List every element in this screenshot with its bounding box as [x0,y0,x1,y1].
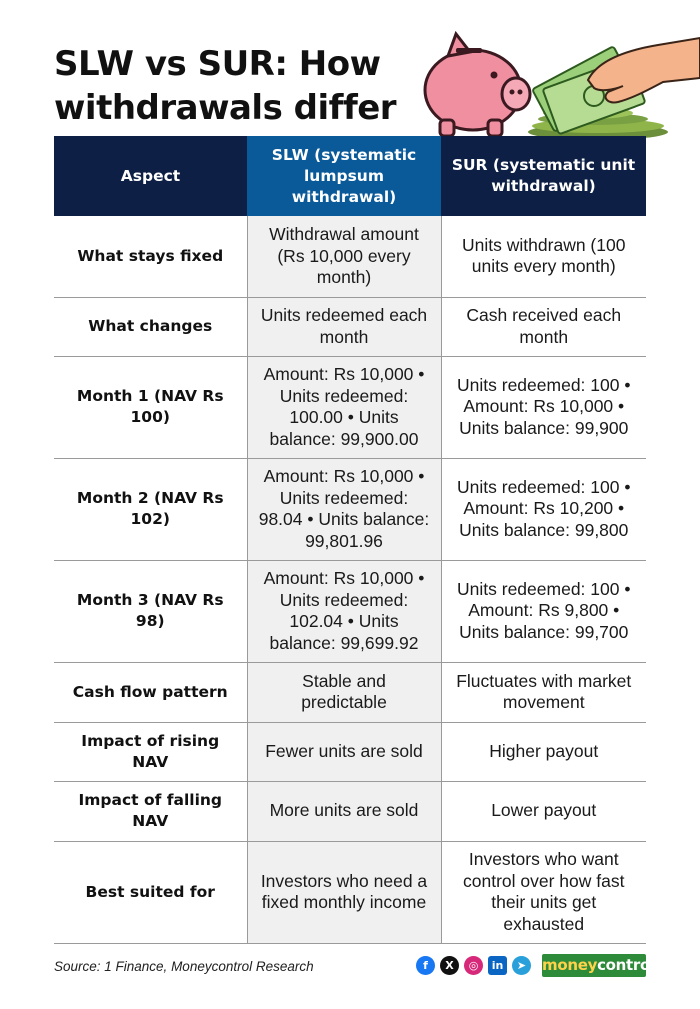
table-row [54,297,646,356]
table-row [54,662,646,722]
table-row [54,781,646,841]
row-slw-value: Stable and predictable [247,662,441,722]
table-row [54,841,646,943]
row-slw-value: Units redeemed each month [247,297,441,356]
header-aspect: Aspect [54,136,247,216]
x-icon[interactable]: X [440,956,459,975]
row-sur-value: Higher payout [441,722,646,781]
source-note: Source: 1 Finance, Moneycontrol Research [54,959,314,974]
row-aspect: Impact of falling NAV [54,781,247,841]
row-slw-value: Investors who need a fixed monthly income [247,841,441,943]
footer [54,956,655,978]
row-aspect: Best suited for [54,841,247,943]
table-row [54,216,646,297]
row-slw-value: Amount: Rs 10,000 • Units redeemed: 98.04 • Units balance: 99,801.96 [247,458,441,560]
row-slw-value: More units are sold [247,781,441,841]
row-slw-value: Amount: Rs 10,000 • Units redeemed: 102.04 • Units balance: 99,699.92 [247,560,441,662]
social-links [416,956,531,975]
header-sur: SUR (systematic unit withdrawal) [441,136,646,216]
row-slw-value: Fewer units are sold [247,722,441,781]
table-row [54,560,646,662]
row-sur-value: Units redeemed: 100 • Amount: Rs 9,800 • Units balance: 99,700 [441,560,646,662]
row-aspect: What stays fixed [54,216,247,297]
row-slw-value: Withdrawal amount (Rs 10,000 every month) [247,216,441,297]
row-aspect: Month 3 (NAV Rs 98) [54,560,247,662]
comparison-table [54,136,646,944]
piggy-bank-illustration [418,20,700,142]
telegram-icon[interactable]: ➤ [512,956,531,975]
row-aspect: Month 2 (NAV Rs 102) [54,458,247,560]
row-sur-value: Investors who want control over how fast their units get exhausted [441,841,646,943]
header-slw: SLW (systematic lumpsum withdrawal) [247,136,441,216]
row-aspect: Cash flow pattern [54,662,247,722]
page-title: SLW vs SUR: How withdrawals differ [54,44,397,128]
row-slw-value: Amount: Rs 10,000 • Units redeemed: 100.00 • Units balance: 99,900.00 [247,356,441,458]
table-row [54,458,646,560]
row-sur-value: Lower payout [441,781,646,841]
row-sur-value: Units withdrawn (100 units every month) [441,216,646,297]
row-aspect: What changes [54,297,247,356]
table-row [54,722,646,781]
linkedin-icon[interactable]: in [488,956,507,975]
row-sur-value: Fluctuates with market movement [441,662,646,722]
row-aspect: Impact of rising NAV [54,722,247,781]
row-sur-value: Units redeemed: 100 • Amount: Rs 10,200 • Units balance: 99,800 [441,458,646,560]
table-row [54,356,646,458]
instagram-icon[interactable]: ◎ [464,956,483,975]
row-sur-value: Units redeemed: 100 • Amount: Rs 10,000 • Units balance: 99,900 [441,356,646,458]
table-header-row [54,136,646,216]
facebook-icon[interactable]: f [416,956,435,975]
row-sur-value: Cash received each month [441,297,646,356]
row-aspect: Month 1 (NAV Rs 100) [54,356,247,458]
piggy-icon [425,34,530,136]
moneycontrol-logo: moneycontrol [542,954,646,977]
